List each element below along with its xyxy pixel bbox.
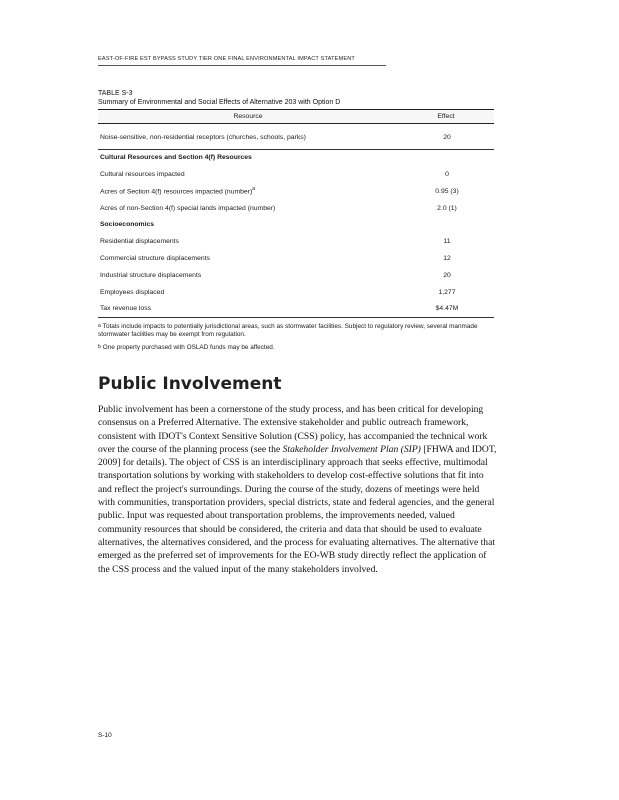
effect-cell: 1,277 (438, 288, 456, 296)
effect-cell (398, 217, 494, 233)
table-note-a (98, 323, 494, 338)
table-section-row (98, 217, 494, 233)
resource-text: Acres of non-Section 4(f) special lands impacted (number) (100, 204, 276, 212)
table-caption: Summary of Environmental and Social Effects of Alternative 203 with Option D (98, 99, 341, 106)
effect-cell: 0.95 (3) (435, 187, 459, 195)
paragraph-text-start: Public involvement has been a cornerstone of the study process, and has been critical for developing consensus on a Preferred Alternative. The extensive stakeholder and public outreach framework, consistent with IDOT's Context Sensitive Solution (CSS) policy, has accompanied the technical work over the course of the planning process (see the (98, 404, 488, 455)
table-body (98, 124, 494, 318)
resource-text: Noise-sensitive, non-residential receptors (churches, schools, parks) (100, 134, 306, 141)
resource-cell (98, 267, 398, 284)
table-row (98, 166, 494, 183)
effect-cell: 12 (443, 254, 451, 262)
body-paragraph (98, 403, 498, 576)
effects-table (98, 109, 494, 318)
resource-text: Commercial structure displacements (100, 254, 210, 262)
effect-cell: $4.47M (398, 301, 494, 318)
table-section-row (98, 150, 494, 166)
resource-cell (98, 166, 398, 183)
resource-text: Residential displacements (100, 237, 179, 245)
note-mark: b (98, 344, 101, 350)
table-label: TABLE S-3 (98, 90, 133, 97)
resource-cell (98, 284, 398, 301)
effect-cell: 0 (445, 170, 449, 178)
paragraph-text-end: [FHWA and IDOT, 2009] for details). The object of CSS is an interdisciplinary approach that seeks effective, multimodal transportation solutions by working with stakeholders to develop cost-effective solutions that fit into and reflect the project's surroundings. During the course of the study, dozens of meetings were held with communities, transportation providers, special districts, state and federal agencies, and the general public. Input was requested about transportation problems, the improvements needed, valued community resources that should be considered, the criteria and data that should be used to evaluate alternatives, the alternatives considered, and the process for evaluating alternatives. The alternative that emerged as the preferred set of improvements for the EO-WB study directly reflect the application of the CSS process and the valued input of the many stakeholders involved. (98, 443, 497, 575)
resource-text: Acres of Section 4(f) resources impacted (number) (100, 188, 253, 196)
effect-cell (398, 150, 494, 166)
effect-cell: 11 (443, 237, 451, 245)
resource-cell (98, 233, 398, 250)
page-number: S-10 (98, 732, 112, 739)
table-note-b (98, 344, 494, 352)
running-header: EAST-OF-FIRE EST BYPASS STUDY TIER ONE FINAL ENVIRONMENTAL IMPACT STATEMENT (98, 56, 386, 66)
resource-text: Employees displaced (100, 288, 165, 296)
resource-cell (98, 124, 398, 150)
section-heading: Public Involvement (98, 374, 282, 394)
resource-cell (98, 217, 398, 233)
effect-cell: 20 (443, 271, 451, 279)
table-row (98, 233, 494, 250)
note-mark: a (98, 323, 101, 329)
table-row (98, 284, 494, 301)
note-text: Totals include impacts to potentially jurisdictional areas, such as stormwater facilities. Subject to regulatory review, several manmade stormwater facilities may be exempt from regulation. (98, 323, 478, 338)
footnote-marker: a (252, 186, 256, 193)
table-row (98, 267, 494, 284)
resource-text: Cultural Resources and Section 4(f) Resources (100, 154, 252, 162)
resource-cell (98, 183, 398, 200)
resource-cell (98, 250, 398, 267)
resource-text: Tax revenue loss (100, 305, 152, 313)
resource-text: Socioeconomics (100, 221, 155, 228)
column-header-resource: Resource (98, 110, 398, 124)
table-row (98, 250, 494, 267)
table-row (98, 200, 494, 217)
note-text: One property purchased with OSLAD funds may be affected. (102, 344, 275, 351)
table-row (98, 183, 494, 200)
table-header-row (98, 110, 494, 124)
column-header-effect: Effect (398, 110, 494, 124)
resource-cell (98, 301, 398, 318)
resource-text: Industrial structure displacements (100, 271, 202, 279)
paragraph-emphasis: Stakeholder Involvement Plan (SIP) (282, 443, 421, 455)
resource-cell (98, 150, 398, 166)
effect-cell: 2.0 (1) (437, 204, 457, 212)
table-row (98, 124, 494, 150)
resource-text: Cultural resources impacted (100, 170, 185, 178)
effect-cell: 20 (398, 124, 494, 150)
resource-cell (98, 200, 398, 217)
table-row (98, 301, 494, 318)
